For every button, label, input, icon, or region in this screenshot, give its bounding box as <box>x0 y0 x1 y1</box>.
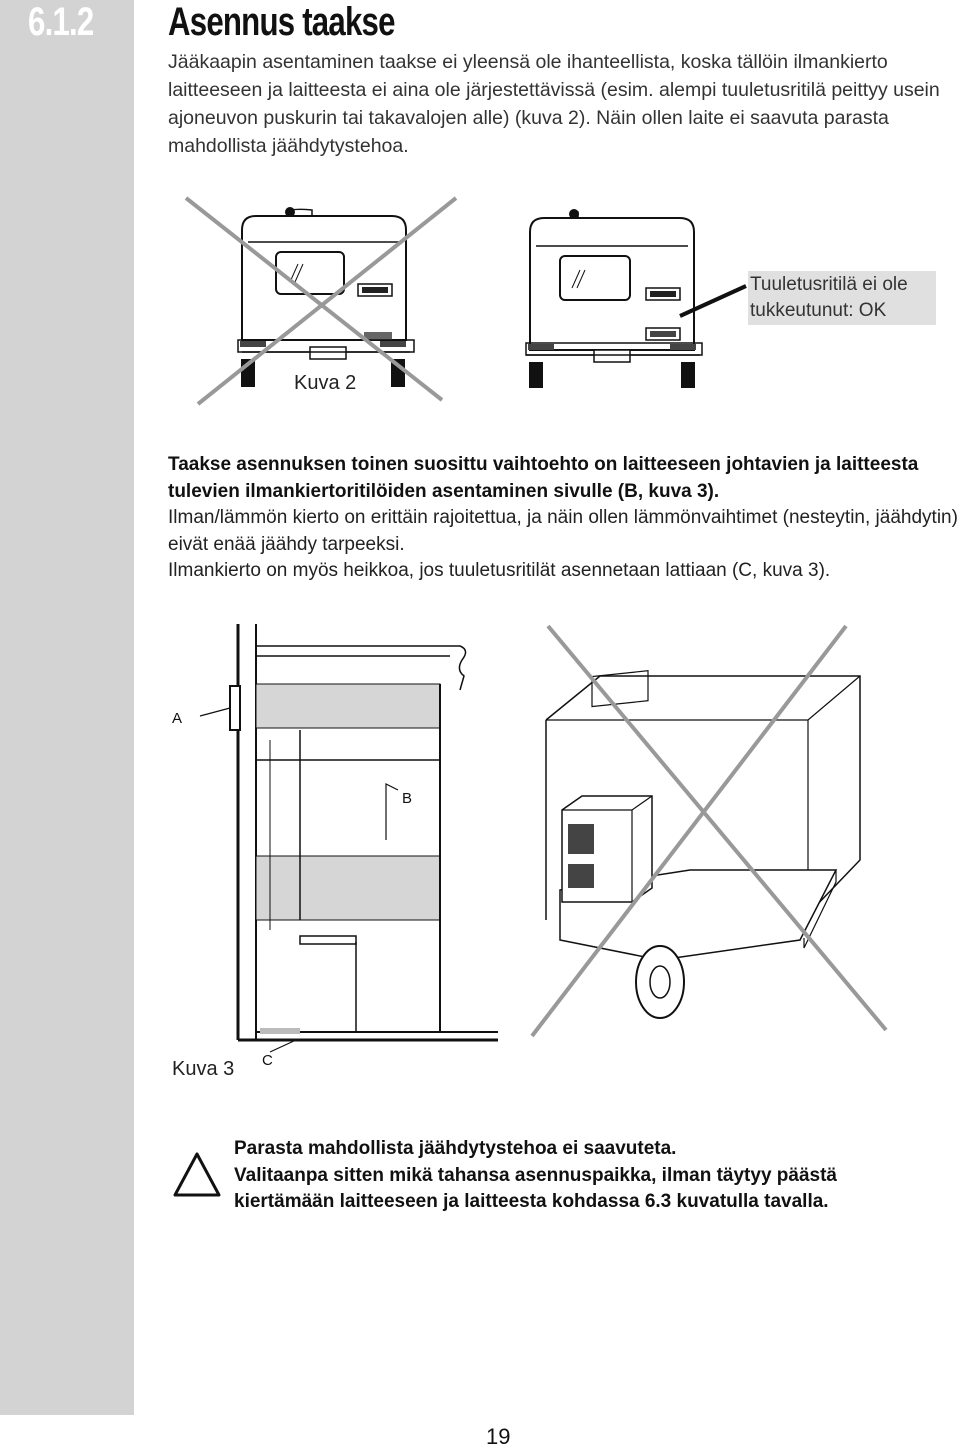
body-paragraph-2-bold: Taakse asennuksen toinen suosittu vaihtoehto on laitteeseen johtavien ja laitteesta tulevien ilmankiertoritilöiden asentaminen sivulle (B, kuva 3). <box>168 454 919 502</box>
figure-2-caption: Kuva 2 <box>294 372 357 394</box>
figure-3-illustration <box>160 620 920 1090</box>
body-paragraph-2 <box>168 452 958 585</box>
intro-paragraph: Jääkaapin asentaminen taakse ei yleensä ole ihanteellista, koska tällöin ilmankierto laitteeseen ja laitteesta ei aina ole järjestettävissä (esim. alempi tuuletusritilä peittyy usein ajoneuvon puskurin tai takavalojen alle) (kuva 2). Näin ollen laite ei saavuta parasta mahdollista jäähdytystehoa. <box>168 51 940 157</box>
figure-2-callout: Tuuletusritilä ei ole tukkeutunut: OK <box>748 271 936 325</box>
section-number: 6.1.2 <box>28 0 94 44</box>
body-paragraph-2-line1: Ilman/lämmön kierto on erittäin rajoitettua, ja näin ollen lämmönvaihtimet (nesteytin, jäähdytin) eivät enää jäähdy tarpeeksi. <box>168 507 958 555</box>
page-number: 19 <box>486 1424 511 1449</box>
figure-3-label-a: A <box>172 710 183 727</box>
warning-line-2: Valitaanpa sitten mikä tahansa asennuspaikka, ilman täytyy päästä kiertämään laitteeseen ja laitteesta kohdassa 6.3 kuvatulla tavalla. <box>234 1164 837 1212</box>
warning-text <box>234 1136 934 1216</box>
figure-3-caption: Kuva 3 <box>172 1058 235 1080</box>
sidebar-band <box>0 0 134 1415</box>
warning-line-1: Parasta mahdollista jäähdytystehoa ei saavuteta. <box>234 1138 677 1159</box>
warning-triangle-icon <box>172 1150 222 1198</box>
section-title: Asennus taakse <box>168 0 395 44</box>
body-paragraph-2-line2: Ilmankierto on myös heikkoa, jos tuuletusritilät asennetaan lattiaan (C, kuva 3). <box>168 560 831 581</box>
figure-3-label-b: B <box>402 790 413 807</box>
figure-3-label-c: C <box>262 1052 273 1069</box>
